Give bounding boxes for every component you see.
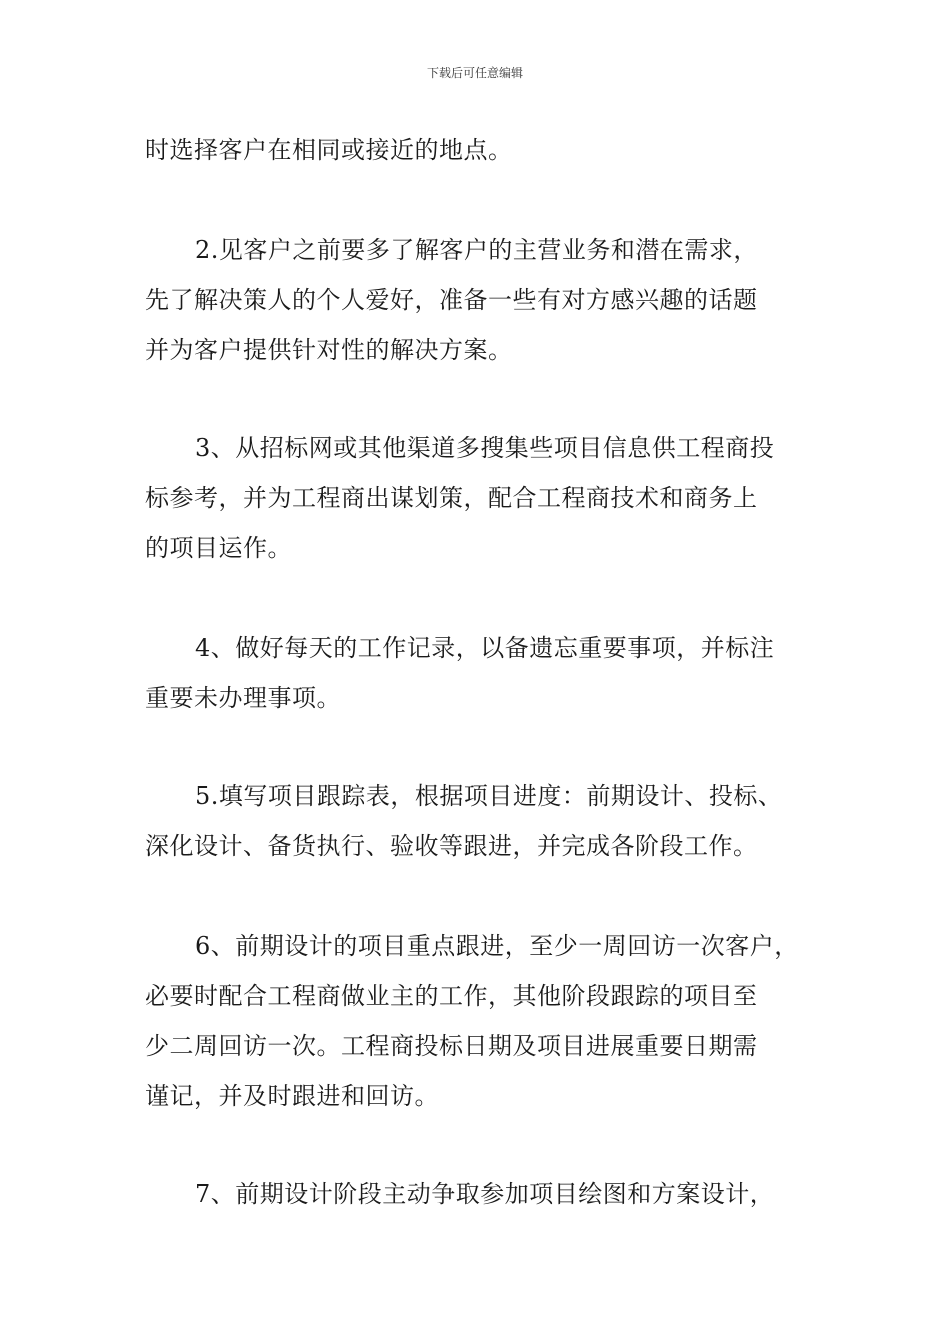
text-line: 7、前期设计阶段主动争取参加项目绘图和方案设计， — [195, 1180, 775, 1208]
text-line: 6、前期设计的项目重点跟进，至少一周回访一次客户， — [195, 932, 799, 960]
text-line: 4、做好每天的工作记录，以备遗忘重要事项，并标注 — [195, 634, 775, 662]
text-line: 的项目运作。 — [145, 534, 292, 562]
text-line: 少二周回访一次。工程商投标日期及项目进展重要日期需 — [145, 1032, 758, 1060]
text-line: 标参考，并为工程商出谋划策，配合工程商技术和商务上 — [145, 484, 758, 512]
text-line: 深化设计、备货执行、验收等跟进，并完成各阶段工作。 — [145, 832, 758, 860]
text-line: 5.填写项目跟踪表，根据项目进度：前期设计、投标、 — [195, 782, 783, 810]
text-line: 3、从招标网或其他渠道多搜集些项目信息供工程商投 — [195, 434, 775, 462]
page-header: 下载后可任意编辑 — [426, 66, 523, 80]
text-line: 2.见客户之前要多了解客户的主营业务和潜在需求， — [195, 236, 758, 264]
text-line: 先了解决策人的个人爱好，准备一些有对方感兴趣的话题 — [145, 286, 758, 314]
text-line: 重要未办理事项。 — [145, 684, 341, 712]
text-line: 谨记，并及时跟进和回访。 — [145, 1082, 439, 1110]
text-line: 必要时配合工程商做业主的工作，其他阶段跟踪的项目至 — [145, 982, 758, 1010]
text-line: 时选择客户在相同或接近的地点。 — [145, 136, 513, 164]
text-line: 并为客户提供针对性的解决方案。 — [145, 336, 513, 364]
